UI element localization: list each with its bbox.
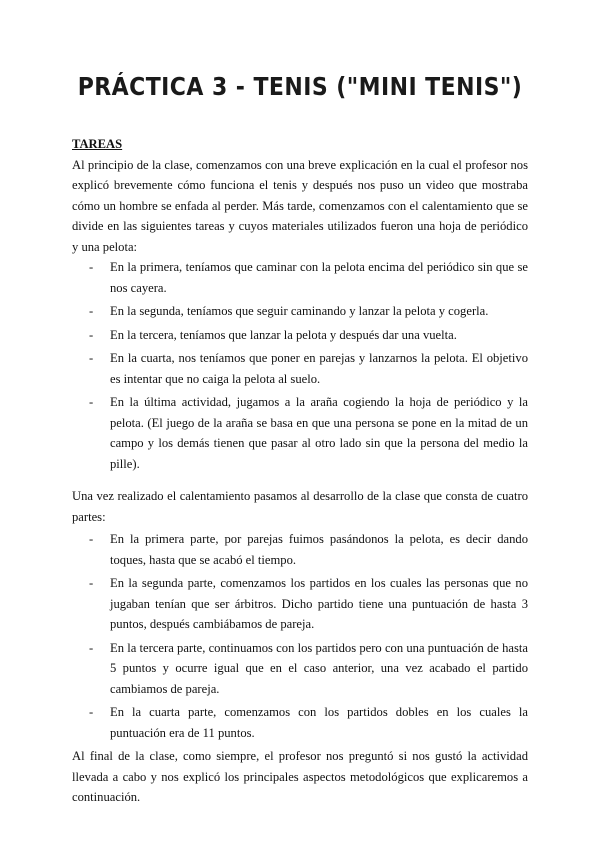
- list-item: [72, 257, 528, 298]
- bullet-dash: -: [89, 260, 94, 274]
- document-body: [72, 134, 528, 808]
- bullet-dash: -: [89, 351, 94, 365]
- warmup-task-list: [72, 257, 528, 474]
- page-title: PRÁCTICA 3 - TENIS ("MINI TENIS"): [77, 72, 523, 101]
- section-heading-tareas: TAREAS: [72, 137, 123, 151]
- list-item: [72, 702, 528, 743]
- list-item-text: En la segunda parte, comenzamos los partidos en los cuales las personas que no jugaban tenían que ser árbitros. Dicho partido tiene una puntuación de hasta 3 puntos, después cambiábamos de pareja.: [110, 576, 528, 631]
- intro-paragraph: Al principio de la clase, comenzamos con una breve explicación en la cual el profesor nos explicó brevemente cómo funciona el tenis y después nos puso un video que mostraba cómo un hombre se enfada al perder. Más tarde, comenzamos con el calentamiento que se divide en las siguientes tareas y cuyos materiales utilizados fueron una hoja de periódico y una pelota:: [72, 157, 528, 254]
- list-item-text: En la segunda, teníamos que seguir caminando y lanzar la pelota y cogerla.: [110, 304, 489, 318]
- list-item-text: En la primera, teníamos que caminar con la pelota encima del periódico sin que se nos cayera.: [110, 260, 528, 295]
- list-item-text: En la cuarta parte, comenzamos con los partidos dobles en los cuales la puntuación era de 11 puntos.: [110, 705, 528, 740]
- list-item: [72, 529, 528, 570]
- list-item: [72, 638, 528, 700]
- bullet-dash: -: [89, 327, 94, 342]
- bullet-dash: -: [89, 532, 94, 546]
- closing-paragraph: Al final de la clase, como siempre, el profesor nos preguntó si nos gustó la actividad llevada a cabo y nos explicó los principales aspectos metodológicos que explicaremos a continuación.: [72, 749, 528, 804]
- bullet-dash: -: [89, 304, 94, 318]
- list-item-text: En la tercera parte, continuamos con los partidos pero con una puntuación de hasta 5 puntos y ocurre igual que en el caso anterior, una vez acabado el partido cambiamos de pareja.: [110, 640, 528, 696]
- bullet-dash: -: [89, 576, 94, 590]
- list-item: [72, 301, 528, 322]
- bullet-dash: -: [89, 395, 94, 409]
- list-item-text: En la última actividad, jugamos a la araña cogiendo la hoja de periódico y la pelota. (El juego de la araña se basa en que una persona se pone en la mitad de un campo y los demás tienen que pasar al otro lado sin que la persona del medio la pille).: [110, 395, 528, 471]
- list-item-text: En la tercera, teníamos que lanzar la pelota y después dar una vuelta.: [110, 327, 457, 342]
- list-item: [72, 392, 528, 474]
- list-item-text: En la primera parte, por parejas fuimos pasándonos la pelota, es decir dando toques, hasta que se acabó el tiempo.: [110, 532, 528, 567]
- development-part-list: [72, 529, 528, 743]
- list-item: [72, 573, 528, 635]
- bullet-dash: -: [89, 640, 94, 655]
- bullet-dash: -: [89, 705, 94, 719]
- spacer: [72, 477, 528, 486]
- list-item-text: En la cuarta, nos teníamos que poner en parejas y lanzarnos la pelota. El objetivo es intentar que no caiga la pelota al suelo.: [110, 351, 528, 386]
- development-paragraph: Una vez realizado el calentamiento pasamos al desarrollo de la clase que consta de cuatro partes:: [72, 489, 528, 524]
- list-item: [72, 325, 528, 346]
- list-item: [72, 348, 528, 389]
